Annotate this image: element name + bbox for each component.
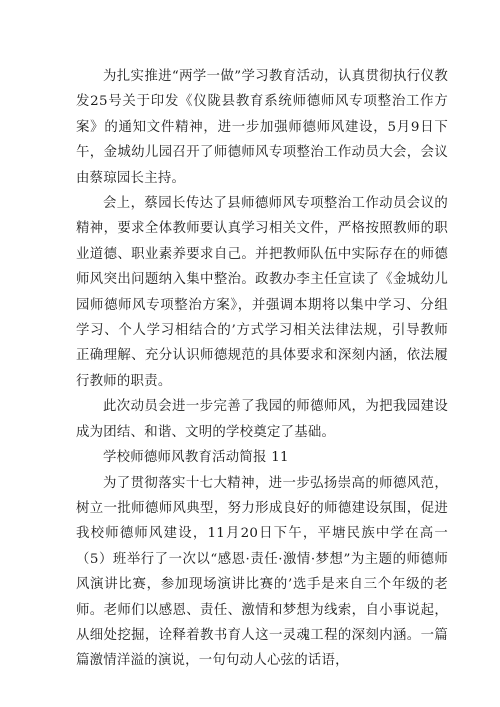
paragraph-speech-contest: 为了贯彻落实十七大精神，进一步弘扬崇高的师德风范，树立一批师德师风典型，努力形成良好的师德建设氛围，促进我校师德师风建设，11月20日下午，平塘民族中学在高一（5）班举行了一次以“感恩·责任·激情·梦想”为主题的师德师风演讲比赛，参加现场演讲比赛的’选手是来自三个年级的老师。老师们以感恩、责任、激情和梦想为线索，自小事说起，从细处挖掘，诠释着教书育人这一灵魂工程的深刻内涵。一篇篇激情洋溢的演说，一句句动人心弦的话语， [76, 475, 448, 669]
document-body [76, 64, 448, 674]
paragraph-meeting-content: 会上，蔡园长传达了县师德师风专项整治工作动员会议的精神，要求全体教师要认真学习相关文件，严格按照教师的职业道德、职业素养要求自己。并把教师队伍中实际存在的师德师风突出问题纳入集中整治。政教办李主任宣读了《金城幼儿园师德师风专项整治方案》，并强调本期将以集中学习、分组学习、个人学习相结合的’方式学习相关法律法规，引导教师正确理解、充分认识师德规范的具体要求和深刻内涵，依法履行教师的职责。 [76, 196, 448, 389]
section-title: 学校师德师风教育活动简报 11 [103, 450, 289, 466]
paragraph-launch-meeting: 为扎实推进“两学一做”学习教育活动，认真贯彻执行仪教发25号关于印发《仪陇县教育系统师德师风专项整治工作方案》的通知文件精神，进一步加强师德师风建设，5月9日下午，金城幼儿园召开了师德师风专项整治工作动员大会，会议由蔡琼园长主持。 [76, 69, 448, 186]
paragraph-meeting-outcome: 此次动员会进一步完善了我园的师德师风，为把我园建设成为团结、和谐、文明的学校奠定了基础。 [76, 399, 448, 440]
